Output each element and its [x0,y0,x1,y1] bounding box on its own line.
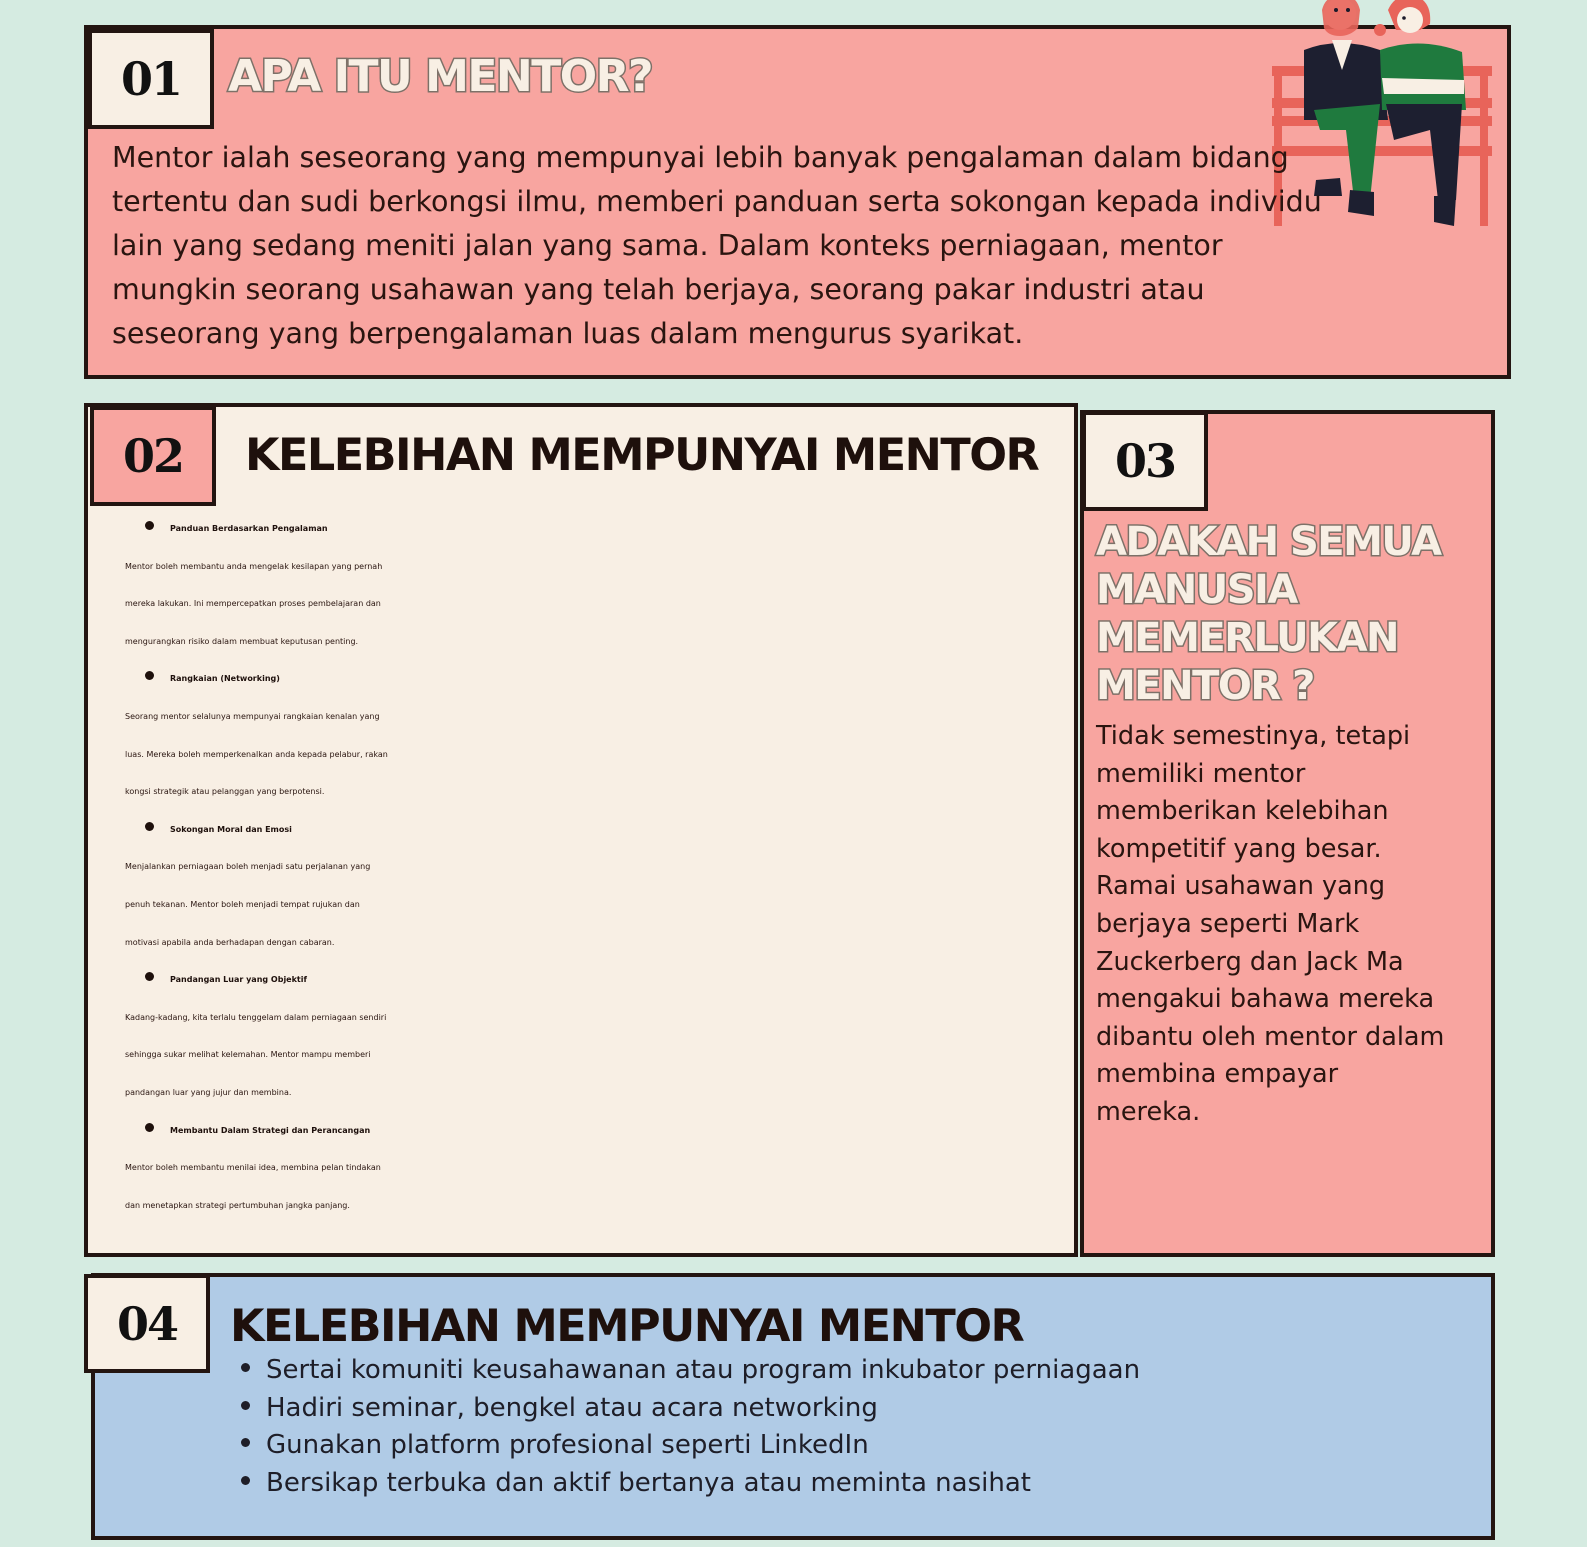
description-line: motivasi apabila anda berhadapan dengan cabaran. [125,937,335,947]
body-line: Zuckerberg dan Jack Ma [1096,946,1404,977]
description-line: Menjalankan perniagaan boleh menjadi satu perjalanan yang [125,862,371,872]
benefit-description [125,1149,1070,1224]
tip-item [241,1390,1140,1428]
description-line: kongsi strategik atau pelanggan yang berpotensi. [125,787,325,797]
description-line: Mentor boleh membantu anda mengelak kesilapan yang pernah [125,561,383,571]
description-line: penuh tekanan. Mentor boleh menjadi tempat rujukan dan [125,899,360,909]
bullet-icon [241,1476,250,1485]
bullet-icon [241,1438,250,1447]
benefit-heading-text: Sokongan Moral dan Emosi [170,824,292,834]
body-line: kompetitif yang besar. [1096,833,1382,864]
body-line: Ramai usahawan yang [1096,871,1386,902]
description-line: mereka lakukan. Ini mempercepatkan proses pembelajaran dan [125,599,381,609]
section-2-title: KELEBIHAN MEMPUNYAI MENTOR [245,430,1039,481]
benefit-item [125,660,1070,810]
body-line: memberikan kelebihan [1096,796,1389,827]
description-line: Seorang mentor selalunya mempunyai rangkaian kenalan yang [125,711,380,721]
section-1-title: APA ITU MENTOR? [228,51,653,102]
section-4-title: KELEBIHAN MEMPUNYAI MENTOR [230,1301,1024,1352]
benefit-description [125,999,1070,1112]
section-3-title-line: MENTOR ? [1096,663,1314,709]
body-line: mungkin seorang usahawan yang telah berjaya, seorang pakar industri atau [112,273,1205,306]
description-line: pandangan luar yang jujur dan membina. [125,1087,292,1097]
tip-item [241,1427,1140,1465]
benefit-heading-text: Pandangan Luar yang Objektif [170,975,307,985]
section-2-number-badge: 02 [90,406,216,506]
benefit-heading [125,961,1070,999]
body-line: mereka. [1096,1096,1201,1127]
section-3-number-badge: 03 [1082,411,1208,511]
section-1-number-badge: 01 [88,29,214,129]
section-1-body [112,136,1472,356]
benefit-item [125,961,1070,1111]
benefit-heading [125,811,1070,849]
tip-item [241,1465,1140,1503]
body-line: dibantu oleh mentor dalam [1096,1021,1445,1052]
benefit-description [125,848,1070,961]
body-line: tertentu dan sudi berkongsi ilmu, memberi panduan serta sokongan kepada individu [112,185,1322,218]
bullet-icon [145,972,154,981]
description-line: sehingga sukar melihat kelemahan. Mentor mampu memberi [125,1050,371,1060]
tip-item [241,1352,1140,1390]
benefit-heading-text: Rangkaian (Networking) [170,674,280,684]
description-line: mengurangkan risiko dalam membuat keputusan penting. [125,636,359,646]
bullet-icon [145,822,154,831]
tip-text: Sertai komuniti keusahawanan atau program inkubator perniagaan [266,1355,1141,1385]
section-2-benefits-list [125,510,1070,1224]
description-line: Mentor boleh membantu menilai idea, membina pelan tindakan [125,1163,381,1173]
bullet-icon [241,1363,250,1372]
benefit-heading-text: Membantu Dalam Strategi dan Perancangan [170,1125,371,1135]
section-3-title-line: ADAKAH SEMUA [1096,519,1441,565]
bullet-icon [145,521,154,530]
body-line: membina empayar [1096,1059,1339,1090]
body-line: seseorang yang berpengalaman luas dalam mengurus syarikat. [112,317,1024,350]
section-3-title-line: MANUSIA [1096,567,1297,613]
body-line: Mentor ialah seseorang yang mempunyai lebih banyak pengalaman dalam bidang [112,141,1289,174]
body-line: memiliki mentor [1096,758,1306,789]
section-3-title-line: MEMERLUKAN [1096,615,1399,661]
description-line: Kadang-kadang, kita terlalu tenggelam dalam perniagaan sendiri [125,1012,387,1022]
bullet-icon [145,1123,154,1132]
body-line: lain yang sedang meniti jalan yang sama. Dalam konteks perniagaan, mentor [112,229,1223,262]
bullet-icon [241,1401,250,1410]
benefit-description [125,698,1070,811]
bullet-icon [145,671,154,680]
benefit-heading [125,660,1070,698]
benefit-heading [125,510,1070,548]
section-4-number-badge: 04 [84,1274,210,1373]
tip-text: Gunakan platform profesional seperti LinkedIn [266,1430,869,1461]
benefit-item [125,510,1070,660]
body-line: berjaya seperti Mark [1096,908,1360,939]
description-line: luas. Mereka boleh memperkenalkan anda kepada pelabur, rakan [125,749,388,759]
benefit-heading-text: Panduan Berdasarkan Pengalaman [170,524,328,533]
section-4-tips-list [241,1352,1140,1502]
section-3-body [1096,718,1444,1132]
tip-text: Bersikap terbuka dan aktif bertanya atau meminta nasihat [266,1467,1031,1498]
benefit-heading [125,1112,1070,1150]
description-line: dan menetapkan strategi pertumbuhan jangka panjang. [125,1200,350,1210]
body-line: mengakui bahawa mereka [1096,984,1435,1015]
body-line: Tidak semestinya, tetapi [1096,721,1411,751]
benefit-item [125,811,1070,961]
benefit-description [125,548,1070,661]
tip-text: Hadiri seminar, bengkel atau acara networking [266,1392,878,1423]
benefit-item [125,1112,1070,1225]
